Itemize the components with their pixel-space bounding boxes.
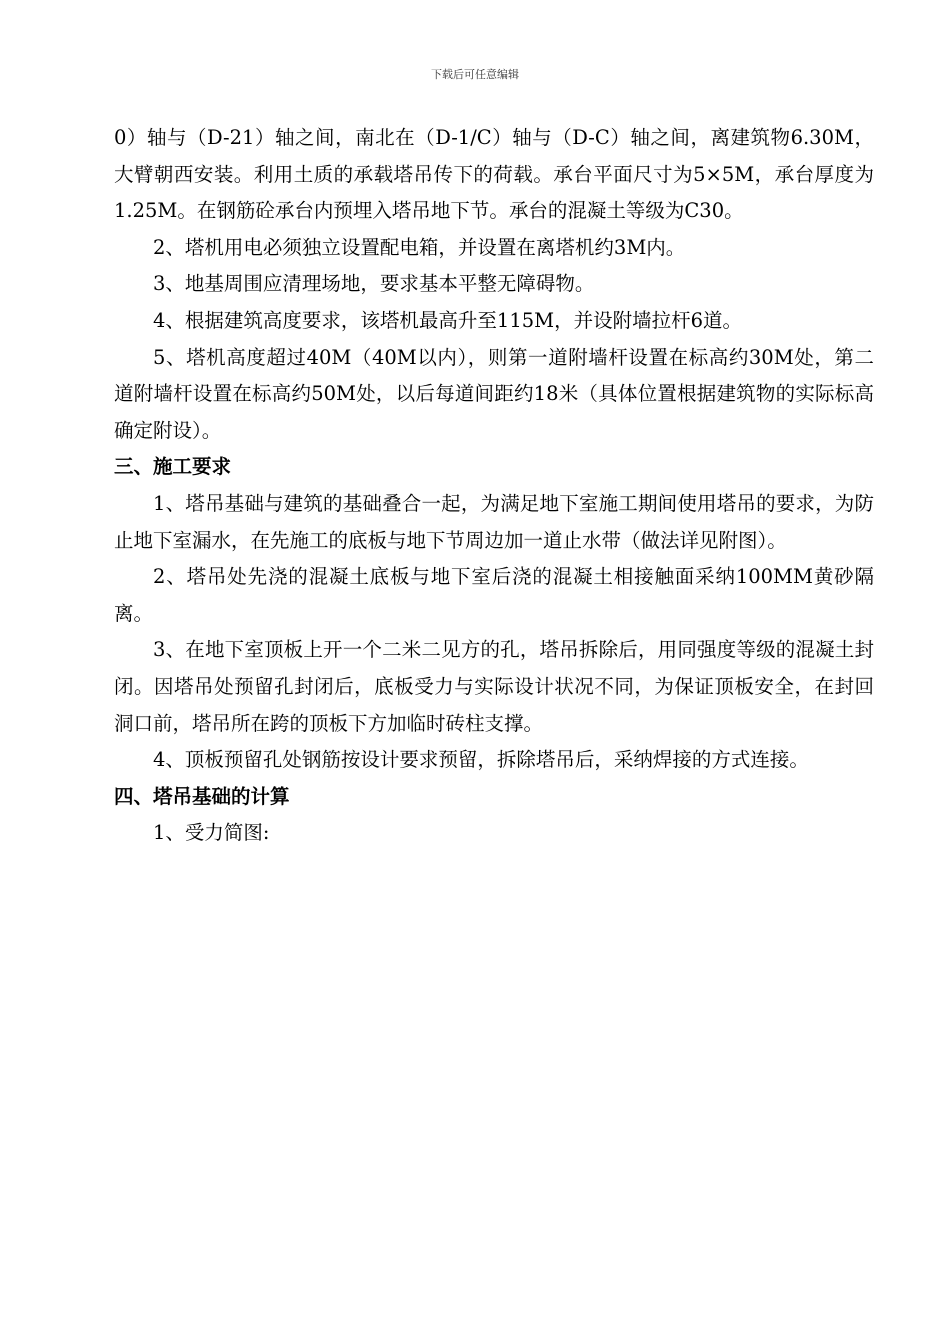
paragraph-req-4: 4、顶板预留孔处钢筋按设计要求预留，拆除塔吊后，采纳焊接的方式连接。 [153,748,809,772]
document-body [114,120,874,852]
page-header: 下载后可任意编辑 [431,68,519,81]
section-heading-3: 三、施工要求 [114,455,232,479]
paragraph-location: 0）轴与（D-21）轴之间，南北在（D-1/C）轴与（D-C）轴之间，离建筑物6.30M，大臂朝西安装。利用土质的承载塔吊传下的荷载。承台平面尺寸为5×5M，承台厚度为1.25M。在钢筋砼承台内预埋入塔吊地下节。承台的混凝土等级为C30。 [114,126,874,223]
paragraph-calc-1: 1、受力简图: [153,821,270,845]
paragraph-req-2: 2、塔吊处先浇的混凝土底板与地下室后浇的混凝土相接触面采纳100MM黄砂隔离。 [114,565,874,625]
paragraph-req-1: 1、塔吊基础与建筑的基础叠合一起，为满足地下室施工期间使用塔吊的要求，为防止地下室漏水，在先施工的底板与地下节周边加一道止水带（做法详见附图）。 [114,491,874,552]
paragraph-item-2: 2、塔机用电必须独立设置配电箱，并设置在离塔机约3M内。 [153,235,686,259]
paragraph-req-3: 3、在地下室顶板上开一个二米二见方的孔，塔吊拆除后，用同强度等级的混凝土封闭。因塔吊处预留孔封闭后，底板受力与实际设计状况不同，为保证顶板安全，在封回洞口前，塔吊所在跨的顶板下方加临时砖柱支撑。 [114,638,874,735]
paragraph-item-4: 4、根据建筑高度要求，该塔机最高升至115M，并设附墙拉杆6道。 [153,308,742,332]
paragraph-item-3: 3、地基周围应清理场地，要求基本平整无障碍物。 [153,272,595,296]
section-heading-4: 四、塔吊基础的计算 [114,784,290,808]
paragraph-item-5: 5、塔机高度超过40M（40M以内），则第一道附墙杆设置在标高约30M处，第二道附墙杆设置在标高约50M处，以后每道间距约18米（具体位置根据建筑物的实际标高确定附设）。 [114,345,874,442]
